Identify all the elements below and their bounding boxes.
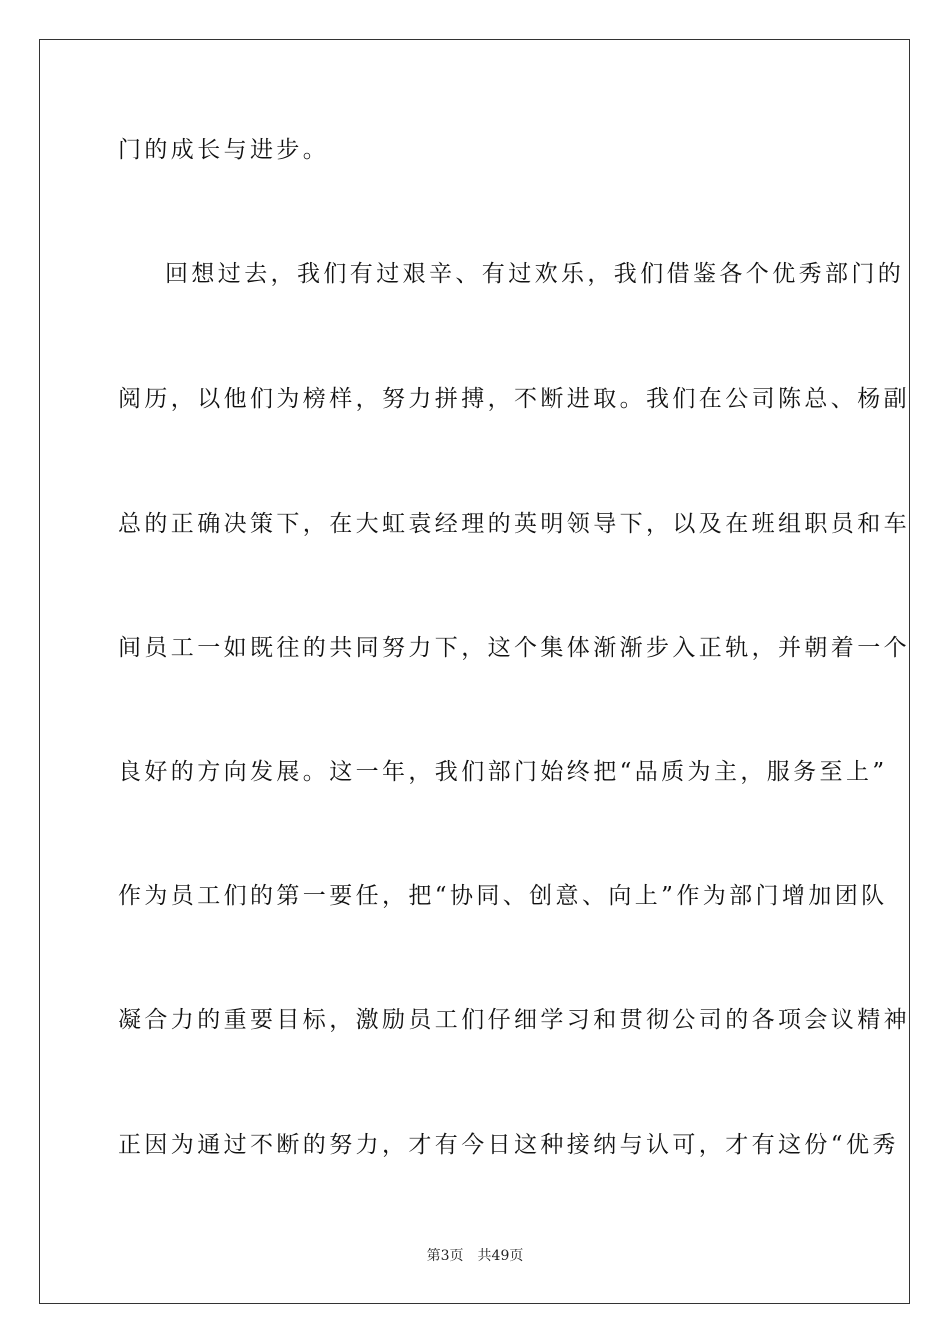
- paragraph-line: 凝合力的重要目标，激励员工们仔细学习和贯彻公司的各项会议精神: [118, 1007, 910, 1033]
- page-border: [39, 39, 910, 1304]
- page-footer: [0, 1247, 950, 1265]
- paragraph-line: 门的成长与进步。: [118, 137, 330, 163]
- total-pages-label: 共49页: [477, 1248, 524, 1264]
- paragraph-line: 良好的方向发展。这一年，我们部门始终把“品质为主，服务至上”: [118, 759, 888, 785]
- paragraph-line: 回想过去，我们有过艰辛、有过欢乐，我们借鉴各个优秀部门的: [165, 261, 905, 287]
- paragraph-line: 作为员工们的第一要任，把“协同、创意、向上”作为部门增加团队: [118, 883, 888, 909]
- paragraph-line: 阅历，以他们为榜样，努力拼搏，不断进取。我们在公司陈总、杨副: [118, 386, 910, 412]
- paragraph-line: 间员工一如既往的共同努力下，这个集体渐渐步入正轨，并朝着一个: [118, 635, 910, 661]
- paragraph-line: 总的正确决策下，在大虹袁经理的英明领导下，以及在班组职员和车: [118, 511, 910, 537]
- current-page-label: 第3页: [426, 1248, 464, 1264]
- paragraph-line: 正因为通过不断的努力，才有今日这种接纳与认可，才有这份“优秀: [118, 1132, 899, 1158]
